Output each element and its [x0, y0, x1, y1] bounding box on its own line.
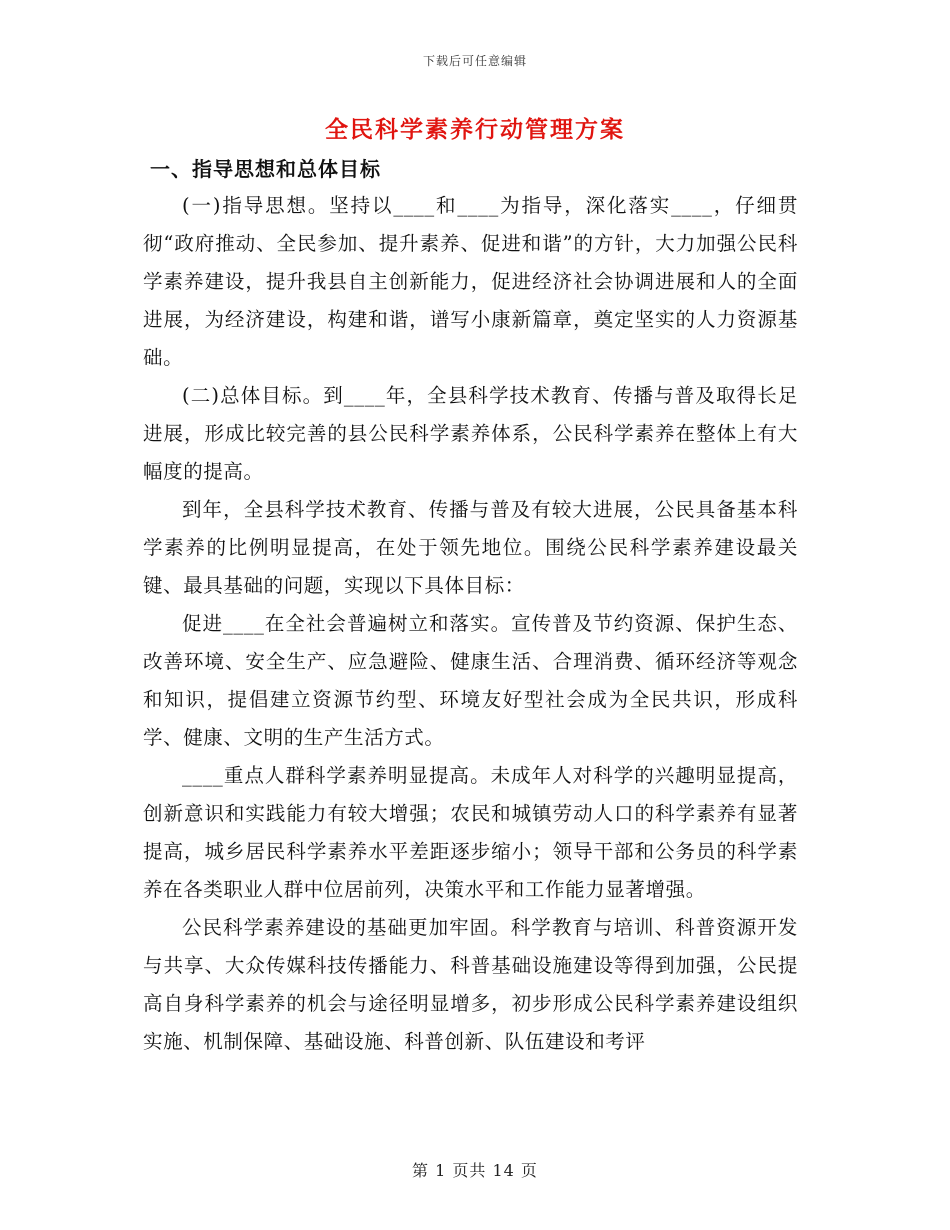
document-title: 全民科学素养行动管理方案 — [325, 116, 625, 143]
header-note: 下载后可任意编辑 — [422, 54, 527, 68]
paragraph-goal-foundation: 公民科学素养建设的基础更加牢固。科学教育与培训、科普资源开发与共享、大众传媒科技传播能力、科普基础设施建设等得到加强，公民提高自身科学素养的机会与途径明显增多，初步形成公民科学素养建设组织实施、机制保障、基础设施、科普创新、队伍建设和考评 — [143, 916, 798, 1053]
paragraph-goal-promotion: 促进____在全社会普遍树立和落实。宣传普及节约资源、保护生态、改善环境、安全生产、应急避险、健康生活、合理消费、循环经济等观念和知识，提倡建立资源节约型、环境友好型社会成为全民共识，形成科学、健康、文明的生产生活方式。 — [143, 612, 798, 749]
page-number: 第 1 页共 14 页 — [412, 1161, 538, 1180]
paragraph-overall-goal: (二)总体目标。到____年，全县科学技术教育、传播与普及取得长足进展，形成比较完善的县公民科学素养体系，公民科学素养在整体上有大幅度的提高。 — [143, 384, 798, 483]
document-body — [143, 187, 798, 1061]
paragraph-specific-goals-intro: 到年，全县科学技术教育、传播与普及有较大进展，公民具备基本科学素养的比例明显提高，在处于领先地位。围绕公民科学素养建设最关键、最具基础的问题，实现以下具体目标： — [143, 498, 798, 597]
paragraph-goal-key-groups: ____重点人群科学素养明显提高。未成年人对科学的兴趣明显提高，创新意识和实践能力有较大增强；农民和城镇劳动人口的科学素养有显著提高，城乡居民科学素养水平差距逐步缩小；领导干部和公务员的科学素养在各类职业人群中位居前列，决策水平和工作能力显著增强。 — [143, 764, 798, 901]
section-heading: 一、指导思想和总体目标 — [150, 157, 381, 181]
paragraph-guiding-ideology: (一)指导思想。坚持以____和____为指导，深化落实____，仔细贯彻“政府推动、全民参加、提升素养、促进和谐”的方针，大力加强公民科学素养建设，提升我县自主创新能力，促进经济社会协调进展和人的全面进展，为经济建设，构建和谐，谱写小康新篇章，奠定坚实的人力资源基础。 — [143, 194, 798, 369]
